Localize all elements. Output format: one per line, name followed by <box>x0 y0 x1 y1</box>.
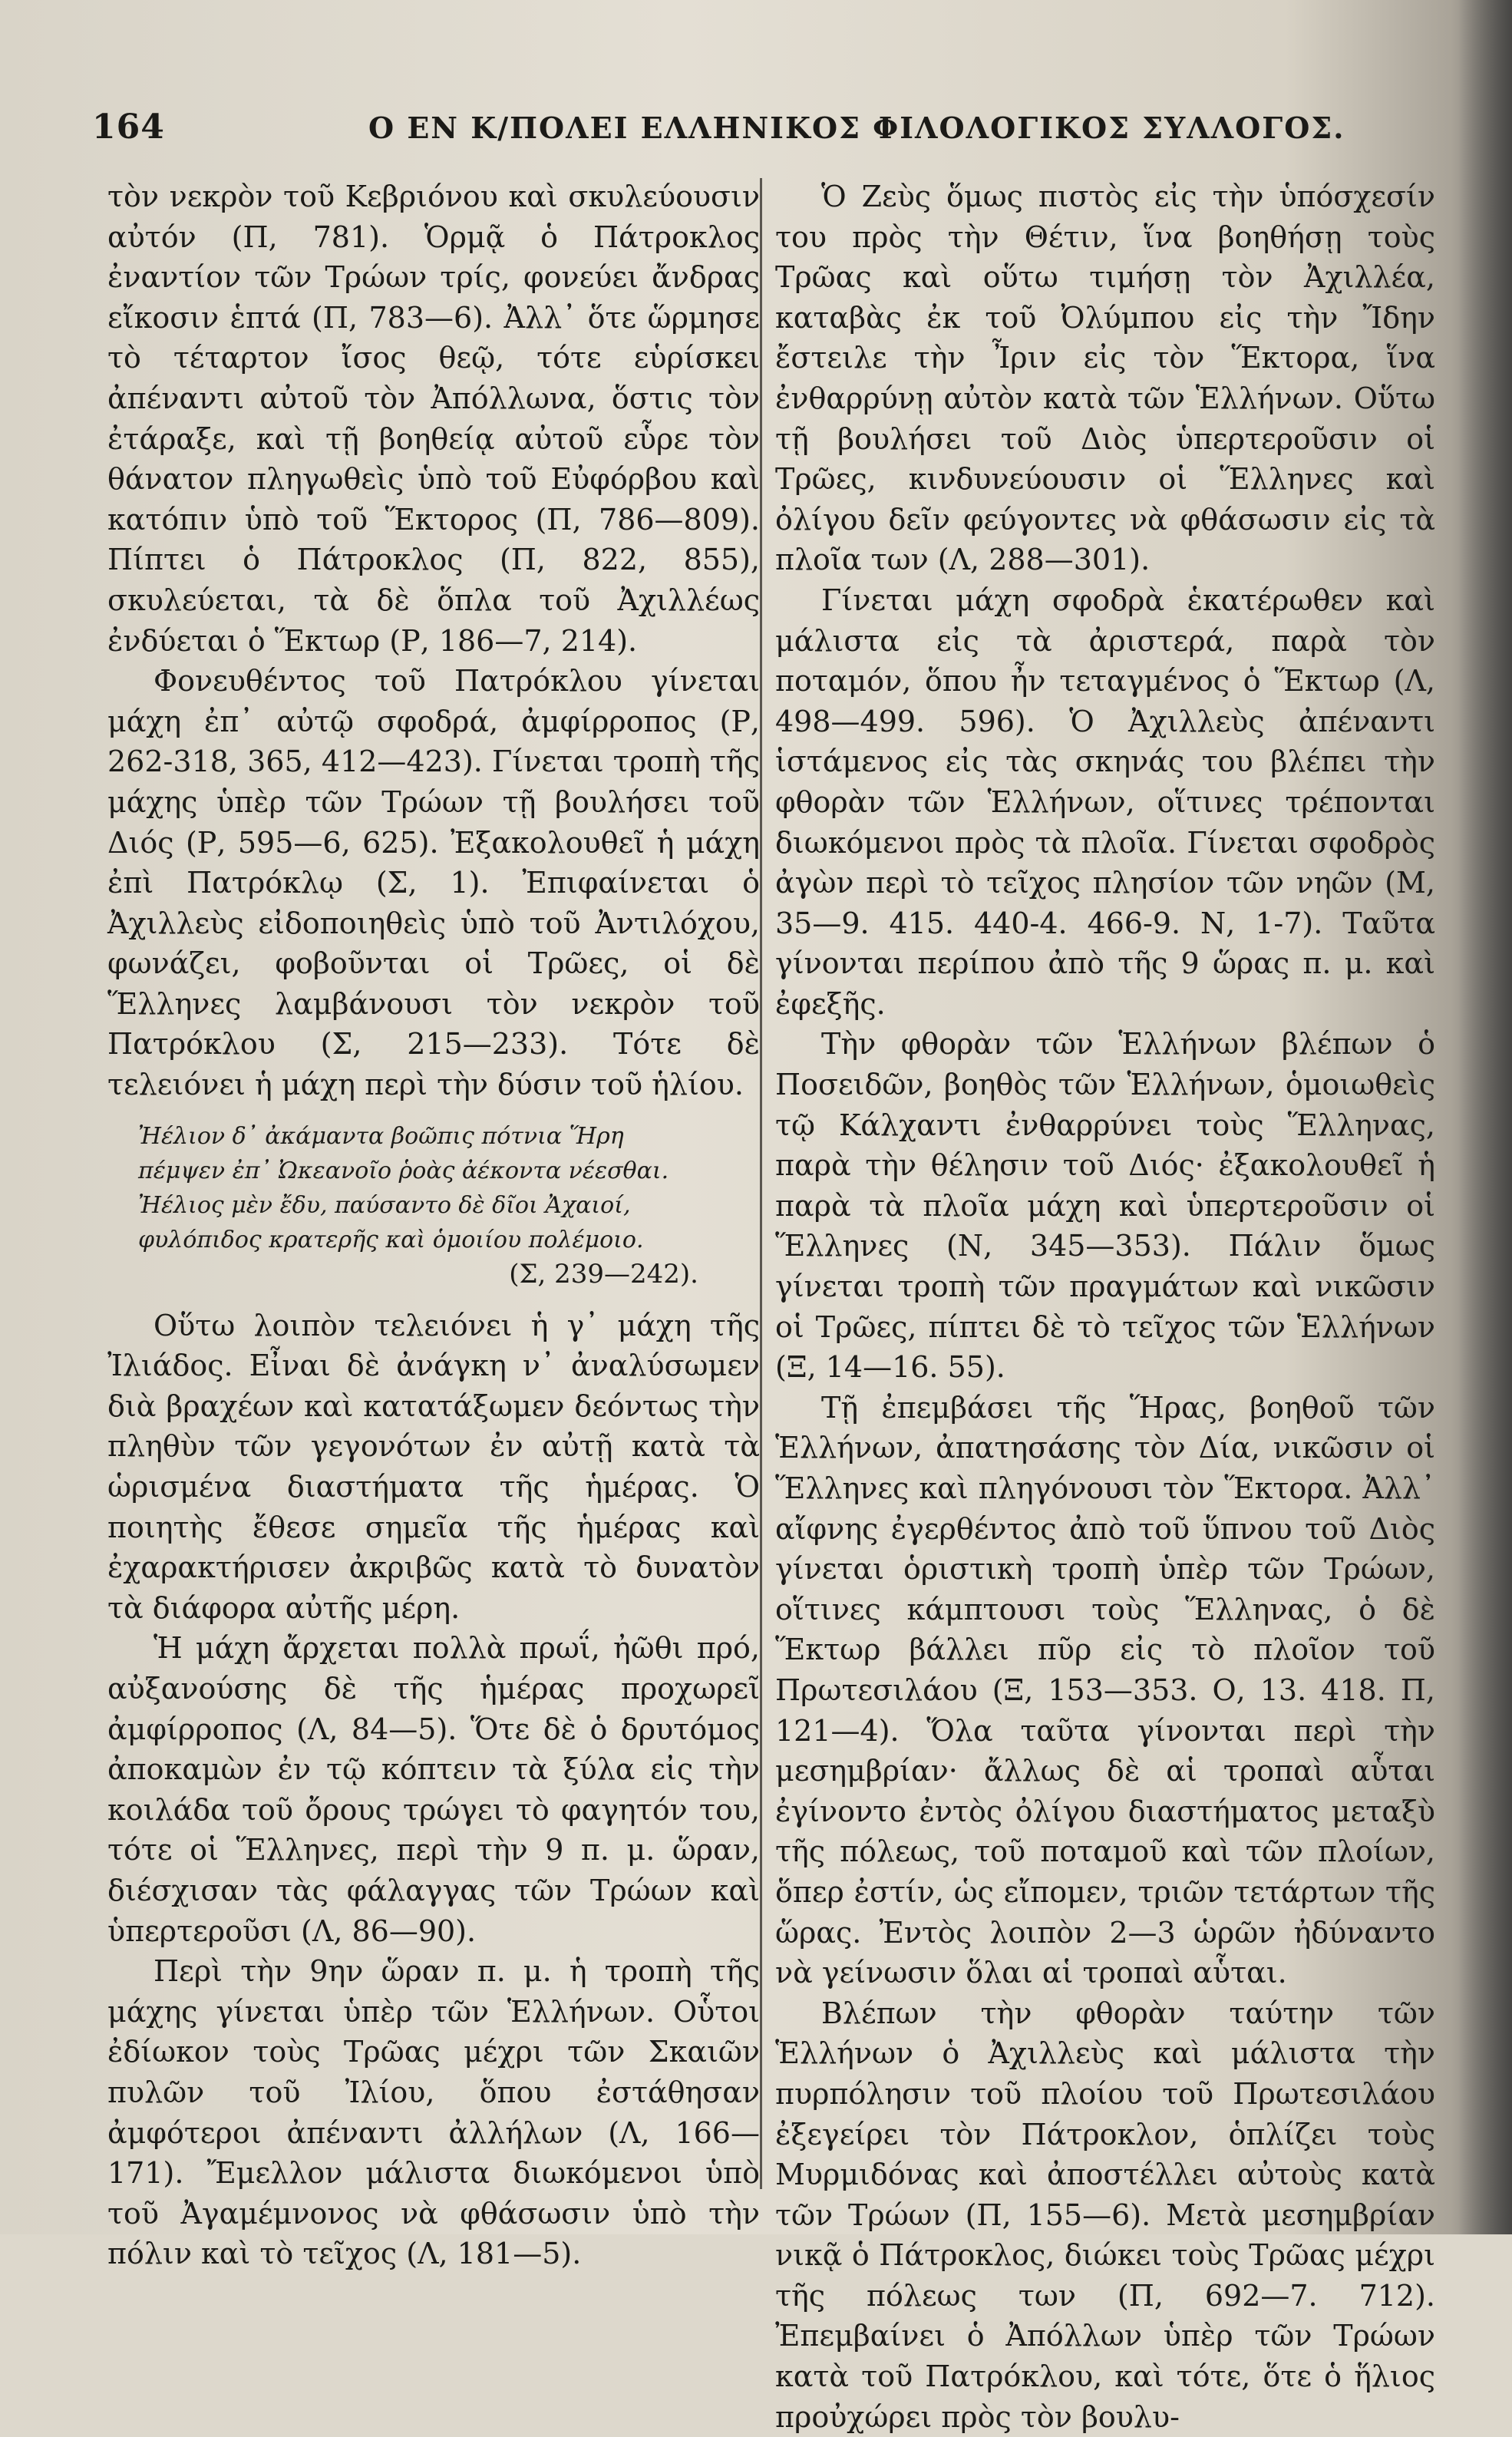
paragraph: Γίνεται μάχη σφοδρὰ ἑκατέρωθεν καὶ μάλιστα εἰς τὰ ἀριστερά, παρὰ τὸν ποταμόν, ὅπου ἦν τεταγμένος ὁ Ἕκτωρ (Λ, 498—499. 596). Ὁ Ἀχιλλεὺς ἀπέναντι ἱστάμενος εἰς τὰς σκηνάς του βλέπει τὴν φθορὰν τῶν Ἑλλήνων, οἵτινες τρέπονται διωκόμενοι πρὸς τὰ πλοῖα. Γίνεται σφοδρὸς ἀγὼν περὶ τὸ τεῖχος πλησίον τῶν νηῶν (Μ, 35—9. 415. 440-4. 466-9. Ν, 1-7). Ταῦτα γίνονται περίπου ἀπὸ τῆς 9 ὥρας π. μ. καὶ ἐφεξῆς. <box>775 583 1435 1021</box>
paragraph: Φονευθέντος τοῦ Πατρόκλου γίνεται μάχη ἐπ᾽ αὐτῷ σφοδρά, ἀμφίρροπος (Ρ, 262-318, 365, 412—423). Γίνεται τροπὴ τῆς μάχης ὑπὲρ τῶν Τρώων τῇ βουλήσει τοῦ Διός (Ρ, 595—6, 625). Ἐξακολουθεῖ ἡ μάχη ἐπὶ Πατρόκλῳ (Σ, 1). Ἐπιφαίνεται ὁ Ἀχιλλεὺς εἰδοποιηθεὶς ὑπὸ τοῦ Ἀντιλόχου, φωνάζει, φοβοῦνται οἱ Τρῶες, οἱ δὲ Ἕλληνες λαμβάνουσι τὸν νεκρὸν τοῦ Πατρόκλου (Σ, 215—233). Τότε δὲ τελειόνει ἡ μάχη περὶ τὴν δύσιν τοῦ ἡλίου. <box>107 664 760 1102</box>
quote-reference: (Σ, 239—242). <box>509 1258 698 1289</box>
left-column <box>107 177 760 2271</box>
page-header <box>92 107 1443 154</box>
column-divider <box>760 178 762 2189</box>
homer-quotation <box>138 1119 760 1292</box>
quote-line: Ἠέλιον δ᾽ ἀκάμαντα βοῶπις πότνια Ἥρη <box>138 1122 624 1150</box>
paragraph: Περὶ τὴν 9ην ὥραν π. μ. ἡ τροπὴ τῆς μάχης γίνεται ὑπὲρ τῶν Ἑλλήνων. Οὗτοι ἐδίωκον τοὺς Τρῶας μέχρι τῶν Σκαιῶν πυλῶν τοῦ Ἰλίου, ὅπου ἐστάθησαν ἀμφότεροι ἀπέναντι ἀλλήλων (Λ, 166—171). Ἔμελλον μάλιστα διωκόμενοι ὑπὸ τοῦ Ἀγαμέμνονος νὰ φθάσωσιν ὑπὸ τὴν πόλιν καὶ τὸ τεῖχος (Λ, 181—5). <box>107 1954 760 2271</box>
quote-line: πέμψεν ἐπ᾽ Ὠκεανοῖο ῥοὰς ἀέκοντα νέεσθαι. <box>138 1157 669 1184</box>
right-column <box>775 177 1435 2434</box>
quote-line: φυλόπιδος κρατερῆς καὶ ὁμοιίου πολέμοιο. <box>138 1226 644 1253</box>
paragraph: τὸν νεκρὸν τοῦ Κεβριόνου καὶ σκυλεύουσιν αὐτόν (Π, 781). Ὁρμᾷ ὁ Πάτροκλος ἐναντίον τῶν Τρώων τρίς, φονεύει ἄνδρας εἴκοσιν ἑπτά (Π, 783—6). Ἀλλ᾽ ὅτε ὥρμησε τὸ τέταρτον ἴσος θεῷ, τότε εὑρίσκει ἀπέναντι αὐτοῦ τὸν Ἀπόλλωνα, ὅστις τὸν ἐτάραξε, καὶ τῇ βοηθείᾳ αὐτοῦ εὗρε τὸν θάνατον πληγωθεὶς ὑπὸ τοῦ Εὐφόρβου καὶ κατόπιν ὑπὸ τοῦ Ἕκτορος (Π, 786—809). Πίπτει ὁ Πάτροκλος (Π, 822, 855), σκυλεύεται, τὰ δὲ ὅπλα τοῦ Ἀχιλλέως ἐνδύεται ὁ Ἕκτωρ (Ρ, 186—7, 214). <box>107 180 760 658</box>
page-gutter-shadow <box>1458 0 1512 2234</box>
paragraph: Ἡ μάχη ἄρχεται πολλὰ πρωΐ, ἠῶθι πρό, αὐξανούσης δὲ τῆς ἡμέρας προχωρεῖ ἀμφίρροπος (Λ, 84—5). Ὅτε δὲ ὁ δρυτόμος ἀποκαμὼν ἐν τῷ κόπτειν τὰ ξύλα εἰς τὴν κοιλάδα τοῦ ὄρους τρώγει τὸ φαγητόν του, τότε οἱ Ἕλληνες, περὶ τὴν 9 π. μ. ὥραν, διέσχισαν τὰς φάλαγγας τῶν Τρώων καὶ ὑπερτεροῦσι (Λ, 86—90). <box>107 1631 760 1948</box>
quote-line: Ἠέλιος μὲν ἔδυ, παύσαντο δὲ δῖοι Ἀχαιοί, <box>138 1191 631 1219</box>
page-number: 164 <box>92 107 165 147</box>
paragraph: Βλέπων τὴν φθορὰν ταύτην τῶν Ἑλλήνων ὁ Ἀχιλλεὺς καὶ μάλιστα τὴν πυρπόλησιν τοῦ πλοίου τοῦ Πρωτεσιλάου ἐξεγείρει τὸν Πάτροκλον, ὁπλίζει τοὺς Μυρμιδόνας καὶ ἀποστέλλει αὐτοὺς κατὰ τῶν Τρώων (Π, 155—6). Μετὰ μεσημβρίαν νικᾷ ὁ Πάτροκλος, διώκει τοὺς Τρῶας μέχρι τῆς πόλεως των (Π, 692—7. 712). Ἐπεμβαίνει ὁ Ἀπόλλων ὑπὲρ τῶν Τρώων κατὰ τοῦ Πατρόκλου, καὶ τότε, ὅτε ὁ ἥλιος προὐχώρει πρὸς τὸν βουλυ- <box>775 1996 1435 2434</box>
paragraph: Τῇ ἐπεμβάσει τῆς Ἥρας, βοηθοῦ τῶν Ἑλλήνων, ἀπατησάσης τὸν Δία, νικῶσιν οἱ Ἕλληνες καὶ πληγόνουσι τὸν Ἕκτορα. Ἀλλ᾽ αἴφνης ἐγερθέντος ἀπὸ τοῦ ὕπνου τοῦ Διὸς γίνεται ὁριστικὴ τροπὴ ὑπὲρ τῶν Τρώων, οἵτινες κάμπτουσι τοὺς Ἕλληνας, ὁ δὲ Ἕκτωρ βάλλει πῦρ εἰς τὸ πλοῖον τοῦ Πρωτεσιλάου (Ξ, 153—353. Ο, 13. 418. Π, 121—4). Ὅλα ταῦτα γίνονται περὶ τὴν μεσημβρίαν· ἄλλως δὲ αἱ τροπαὶ αὗται ἐγίνοντο ἐντὸς ὀλίγου διαστήματος μεταξὺ τῆς πόλεως, τοῦ ποταμοῦ καὶ τῶν πλοίων, ὅπερ ἐστίν, ὡς εἴπομεν, τριῶν τετάρτων τῆς ὥρας. Ἐντὸς λοιπὸν 2—3 ὡρῶν ἠδύναντο νὰ γείνωσιν ὅλαι αἱ τροπαὶ αὗται. <box>775 1390 1435 1990</box>
paragraph: Ὁ Ζεὺς ὅμως πιστὸς εἰς τὴν ὑπόσχεσίν του πρὸς τὴν Θέτιν, ἵνα βοηθήσῃ τοὺς Τρῶας καὶ οὕτω τιμήσῃ τὸν Ἀχιλλέα, καταβὰς ἐκ τοῦ Ὀλύμπου εἰς τὴν Ἴδην ἔστειλε τὴν Ἶριν εἰς τὸν Ἕκτορα, ἵνα ἐνθαρρύνῃ αὐτὸν κατὰ τῶν Ἑλλήνων. Οὕτω τῇ βουλήσει τοῦ Διὸς ὑπερτεροῦσιν οἱ Τρῶες, κινδυνεύουσιν οἱ Ἕλληνες καὶ ὀλίγου δεῖν φεύγοντες νὰ φθάσωσιν εἰς τὰ πλοῖα των (Λ, 288—301). <box>775 180 1435 577</box>
running-title: Ο ΕΝ Κ/ΠΟΛΕΙ ΕΛΛΗΝΙΚΟΣ ΦΙΛΟΛΟΓΙΚΟΣ ΣΥΛΛΟΓΟΣ. <box>368 111 1345 145</box>
paragraph: Οὕτω λοιπὸν τελειόνει ἡ γ᾽ μάχη τῆς Ἰλιάδος. Εἶναι δὲ ἀνάγκη ν᾽ ἀναλύσωμεν διὰ βραχέων καὶ κατατάξωμεν δεόντως τὴν πληθὺν τῶν γεγονότων ἐν αὐτῇ κατὰ τὰ ὡρισμένα διαστήματα τῆς ἡμέρας. Ὁ ποιητὴς ἔθεσε σημεῖα τῆς ἡμέρας καὶ ἐχαρακτήρισεν ἀκριβῶς κατὰ τὸ δυνατὸν τὰ διάφορα αὐτῆς μέρη. <box>107 1308 760 1625</box>
paragraph: Τὴν φθορὰν τῶν Ἑλλήνων βλέπων ὁ Ποσειδῶν, βοηθὸς τῶν Ἑλλήνων, ὁμοιωθεὶς τῷ Κάλχαντι ἐνθαρρύνει τοὺς Ἕλληνας, παρὰ τὴν θέλησιν τοῦ Διός· ἐξακολουθεῖ ἡ παρὰ τὰ πλοῖα μάχη καὶ ὑπερτεροῦσιν οἱ Ἕλληνες (Ν, 345—353). Πάλιν ὅμως γίνεται τροπὴ τῶν πραγμάτων καὶ νικῶσιν οἱ Τρῶες, πίπτει δὲ τὸ τεῖχος τῶν Ἑλλήνων (Ξ, 14—16. 55). <box>775 1027 1435 1385</box>
